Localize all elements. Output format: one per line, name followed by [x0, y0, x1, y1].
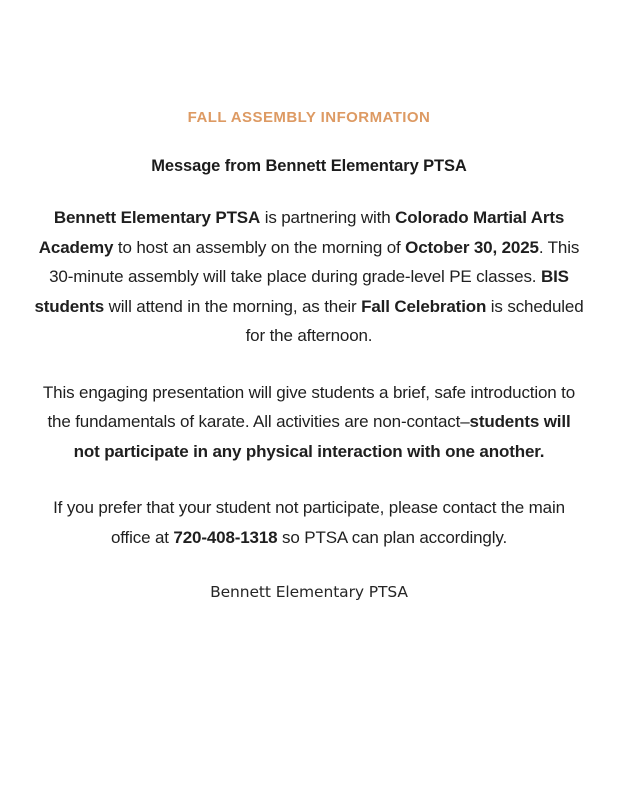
body-text: If you prefer that your student not participate, please contact the main office at — [53, 498, 565, 547]
body-text: . This 30-minute assembly will take place during grade-level PE classes. — [49, 237, 580, 286]
body-text: This engaging presentation will give students a brief, safe introduction to the fundamentals of karate. All activities are non-contact– — [42, 382, 576, 431]
emphasis-text: BIS students — [34, 267, 569, 316]
emphasis-text: Bennett Elementary PTSA — [53, 208, 261, 227]
page-eyebrow-heading: FALL ASSEMBLY INFORMATION — [187, 109, 431, 126]
emphasis-text: October 30, 2025 — [405, 237, 539, 257]
notice-content — [33, 0, 585, 604]
emphasis-text: students will not participate in any physical interaction with one another. — [73, 412, 571, 461]
emphasis-text: Fall Celebration — [361, 296, 487, 316]
emphasis-text: 720-408-1318 — [173, 527, 278, 547]
body-text: is partnering with — [260, 208, 396, 227]
paragraph-partnership — [33, 177, 585, 351]
body-text: will attend in the morning, as their — [104, 296, 362, 316]
emphasis-text: Colorado Martial Arts Academy — [38, 208, 565, 257]
paragraph-optout — [33, 466, 585, 552]
page-title: Message from Bennett Elementary PTSA — [151, 157, 467, 175]
signature-line: Bennett Elementary PTSA — [210, 583, 408, 601]
body-text: to host an assembly on the morning of — [113, 237, 406, 257]
body-text: so PTSA can plan accordingly. — [277, 527, 508, 547]
body-text: is scheduled for the afternoon. — [245, 296, 584, 345]
paragraph-presentation — [33, 351, 585, 467]
